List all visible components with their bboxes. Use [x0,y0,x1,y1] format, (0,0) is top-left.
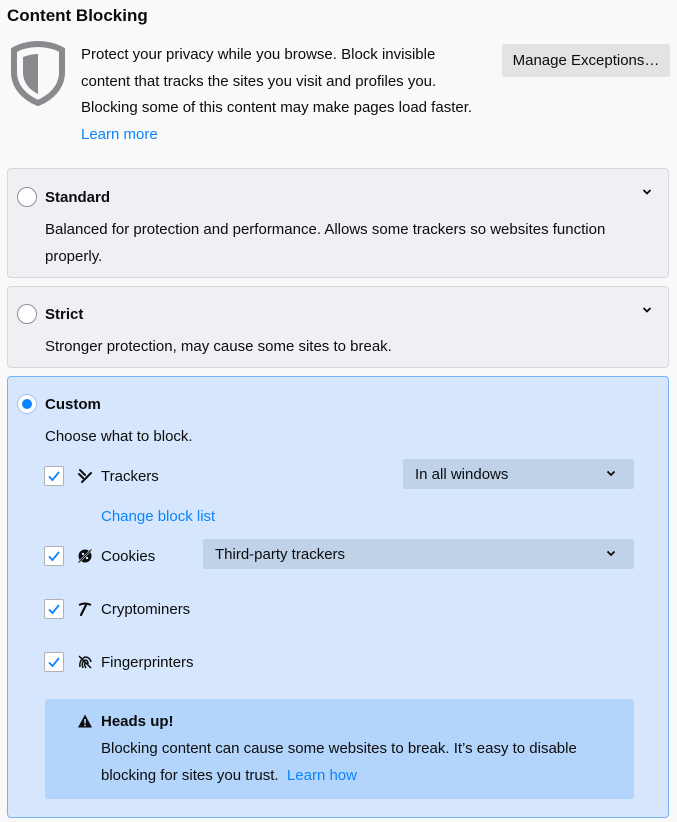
page-title: Content Blocking [7,6,148,25]
cookies-select-value: Third-party trackers [215,545,346,563]
standard-radio[interactable] [17,187,37,207]
learn-more-link[interactable]: Learn more [81,125,158,143]
manage-exceptions-button[interactable]: Manage Exceptions… [502,44,670,77]
tracker-icon [77,468,93,484]
chevron-down-icon[interactable] [642,305,652,315]
fingerprinters-checkbox[interactable] [44,652,64,672]
cookie-icon [77,548,93,564]
strict-description: Stronger protection, may cause some sites to break. [45,338,392,355]
standard-title: Standard [45,189,111,206]
cookies-select[interactable] [203,539,634,569]
custom-title: Custom [45,396,101,413]
heads-up-text: Blocking content can cause some websites to break. It’s easy to disable blocking for sites you trust. [101,740,577,784]
strict-radio[interactable] [17,304,37,324]
cookies-checkbox[interactable] [44,546,64,566]
standard-description: Balanced for protection and performance. Allows some trackers so websites function properly. [45,221,606,265]
learn-how-link[interactable]: Learn how [286,767,357,784]
checkmark-icon [47,549,61,563]
standard-option[interactable] [7,168,669,278]
cookies-label: Cookies [101,548,156,565]
trackers-label: Trackers [101,468,159,485]
strict-title: Strict [45,306,84,323]
heads-up-body [101,735,621,789]
strict-option[interactable] [7,286,669,368]
custom-option[interactable] [7,376,669,818]
fingerprinters-label: Fingerprinters [101,654,194,671]
change-block-list-link[interactable]: Change block list [101,508,216,525]
shield-icon [10,40,66,106]
chevron-down-icon[interactable] [642,187,652,197]
intro-line-1: Protect your privacy while you browse. Block invisible [81,46,436,63]
heads-up-notice [45,699,634,799]
chevron-down-icon [606,470,616,478]
cryptominers-checkbox[interactable] [44,599,64,619]
heads-up-title: Heads up! [101,713,174,730]
trackers-checkbox[interactable] [44,466,64,486]
intro-line-3: Blocking some of this content may make pages load faster. [81,99,473,116]
fingerprint-icon [77,654,93,670]
intro-line-2: content that tracks the sites you visit and profiles you. [81,72,437,90]
warning-icon [77,713,93,729]
cryptominer-icon [77,601,93,617]
intro-text [81,42,501,148]
custom-description: Choose what to block. [45,428,193,445]
chevron-down-icon [606,550,616,558]
trackers-select-value: In all windows [415,465,509,483]
trackers-select[interactable] [403,459,634,489]
checkmark-icon [47,655,61,669]
checkmark-icon [47,602,61,616]
custom-radio[interactable] [17,394,37,414]
cryptominers-label: Cryptominers [101,601,191,618]
checkmark-icon [47,469,61,483]
